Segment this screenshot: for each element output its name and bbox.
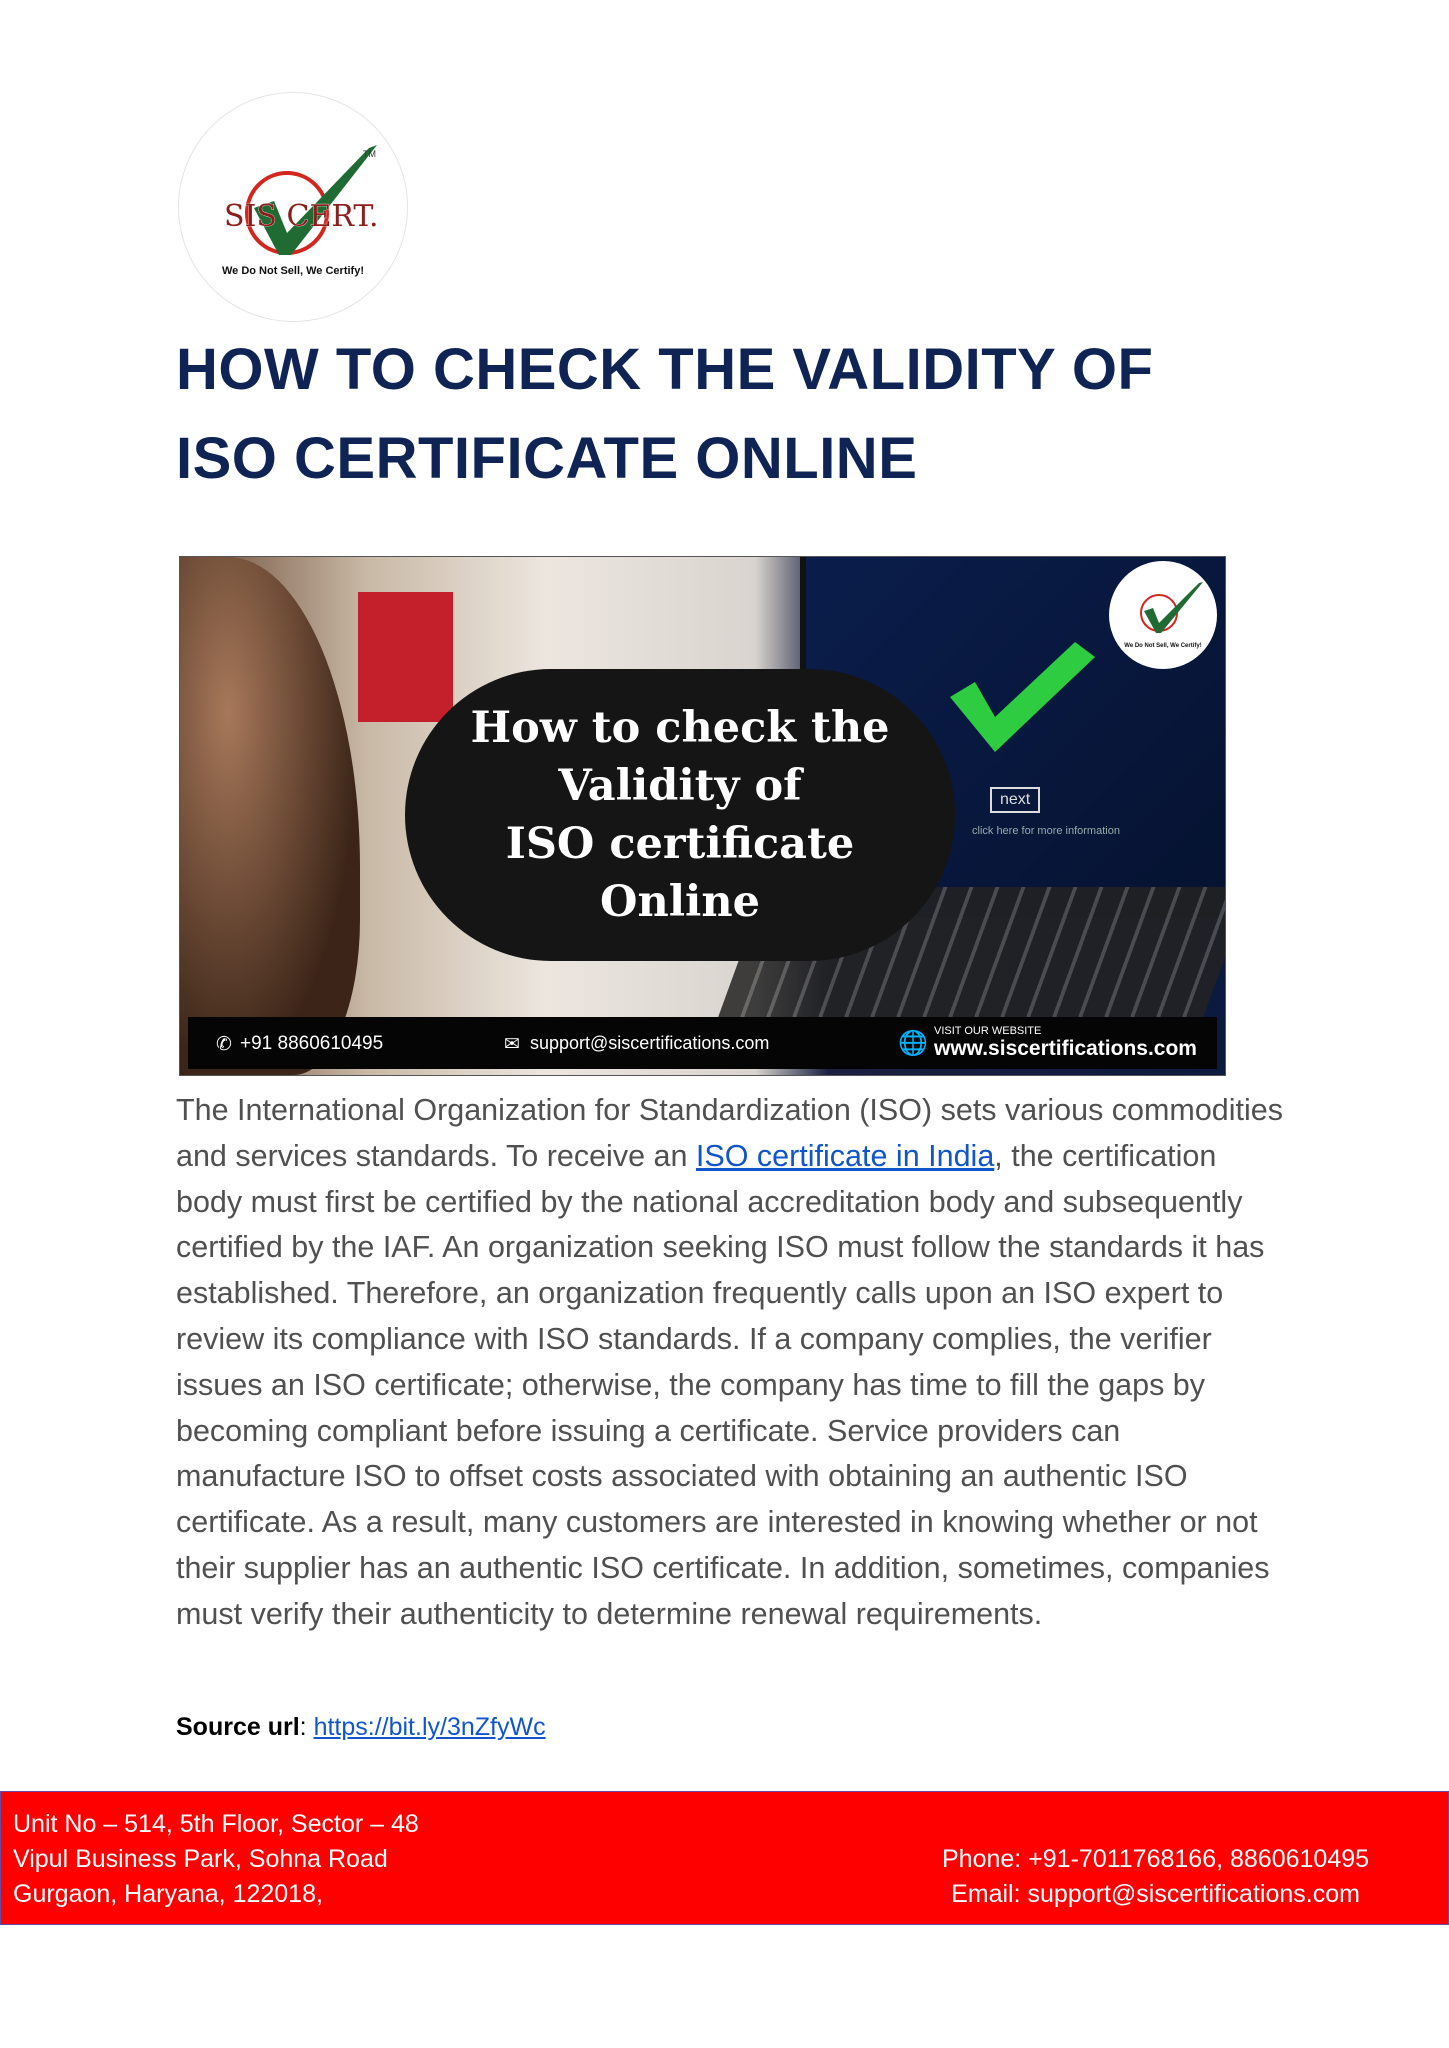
body-text: The International Organization for Standardization (ISO) sets various commodities and services standards. To receive an (176, 1093, 1283, 1173)
hero-heading (405, 669, 955, 961)
title-line-2: ISO CERTIFICATE ONLINE (176, 426, 918, 491)
hero-image (179, 556, 1226, 1076)
hero-email: support@siscertifications.com (530, 1033, 770, 1053)
checkmark-logo-icon (1109, 561, 1217, 669)
source-line (176, 1713, 546, 1742)
source-label: Source url (176, 1713, 300, 1741)
address-line: Vipul Business Park, Sohna Road (13, 1845, 388, 1873)
body-text: , the certification body must first be certified by the national accreditation body and subsequently certified by the IAF. An organization seeking ISO must follow the standards it has established. Therefore, an organization frequently calls upon an ISO expert to review its compliance with ISO standards. If a company complies, the verifier issues an ISO certificate; otherwise, the company has time to fill the gaps by becoming compliant before issuing a certificate. Service providers can manufacture ISO to offset costs associated with obtaining an authentic ISO certificate. As a result, many customers are interested in knowing whether or not their supplier has an authentic ISO certificate. In addition, sometimes, companies must verify their authenticity to determine renewal requirements. (176, 1138, 1270, 1631)
hero-heading-line: Online (599, 877, 760, 927)
hero-website: www.siscertifications.com (934, 1037, 1197, 1060)
footer-contact (942, 1842, 1369, 1912)
source-separator: : (299, 1713, 314, 1741)
green-check-icon (950, 642, 1100, 762)
page-title (176, 325, 1153, 503)
company-logo (178, 92, 408, 322)
hero-heading-line: ISO certificate (505, 819, 855, 869)
footer-phone: Phone: +91-7011768166, 8860610495 (942, 1845, 1370, 1873)
body-paragraph (176, 1088, 1286, 1638)
address-line: Gurgaon, Haryana, 122018, (13, 1880, 323, 1908)
mail-icon: ✉ (504, 1034, 520, 1055)
hero-logo-tagline: We Do Not Sell, We Certify! (1124, 643, 1202, 649)
checkmark-logo-icon (179, 93, 407, 321)
footer-email: Email: support@siscertifications.com (951, 1880, 1360, 1908)
footer (0, 1791, 1449, 1925)
hero-heading-line: How to check the (470, 703, 890, 753)
footer-address (13, 1807, 419, 1912)
screen-hint: click here for more information (972, 825, 1120, 837)
hero-heading-line: Validity of (558, 761, 802, 811)
contact-bar (188, 1017, 1217, 1069)
logo-brand: SIS CERT. (224, 199, 379, 234)
source-url-link[interactable]: https://bit.ly/3nZfyWc (313, 1713, 546, 1741)
phone-icon: ✆ (216, 1034, 232, 1055)
logo-tagline: We Do Not Sell, We Certify! (221, 265, 364, 277)
iso-certificate-link[interactable]: ISO certificate in India (695, 1138, 995, 1173)
logo-trademark: TM (363, 149, 376, 159)
hero-phone: +91 8860610495 (240, 1033, 384, 1054)
red-object (358, 592, 453, 722)
website-label: VISIT OUR WEBSITE (934, 1025, 1042, 1037)
title-line-1: HOW TO CHECK THE VALIDITY OF (176, 337, 1154, 402)
person (179, 557, 360, 1075)
address-line: Unit No – 514, 5th Floor, Sector – 48 (13, 1810, 419, 1838)
screen-next-button: next (990, 787, 1040, 813)
globe-icon: 🌐 (898, 1030, 928, 1057)
hero-logo (1109, 561, 1217, 669)
